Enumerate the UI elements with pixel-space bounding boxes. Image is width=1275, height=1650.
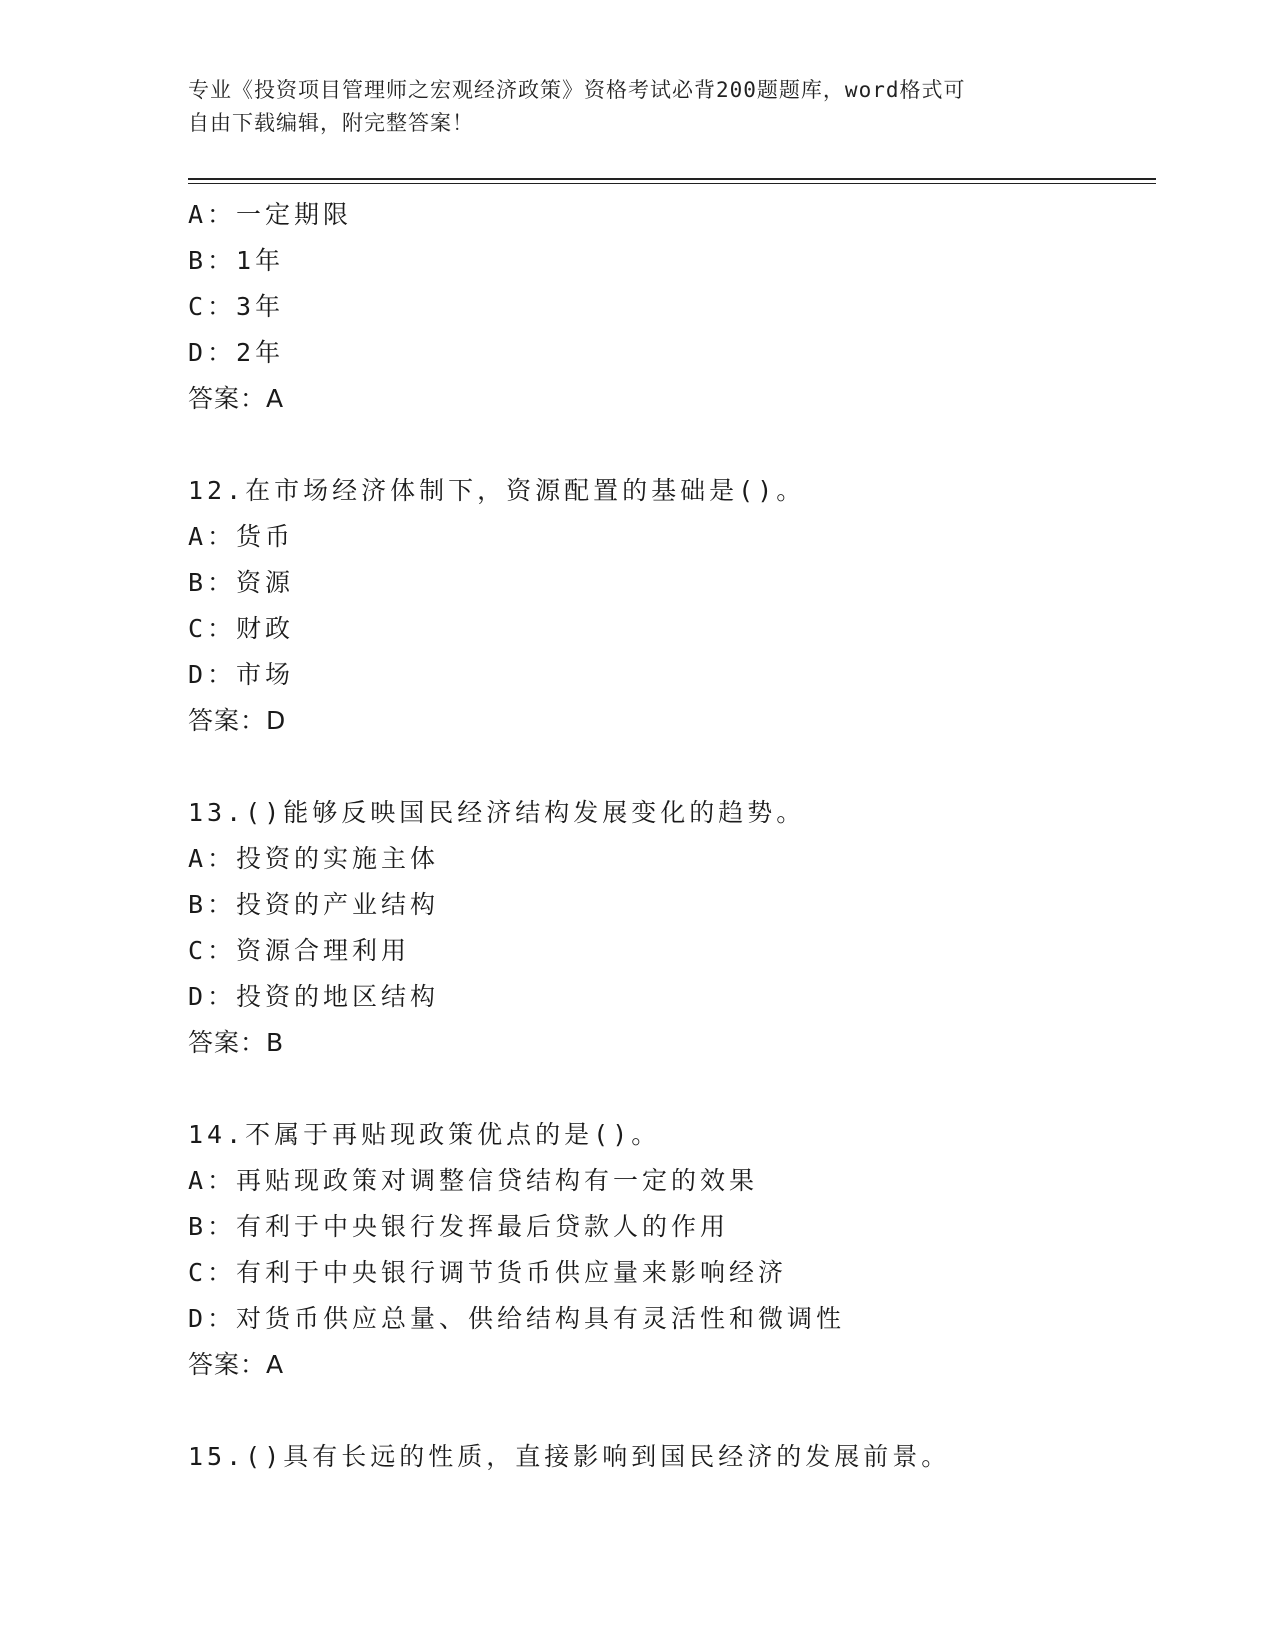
question-text: 15.()具有长远的性质，直接影响到国民经济的发展前景。 bbox=[188, 1442, 951, 1471]
question-text: 12.在市场经济体制下，资源配置的基础是()。 bbox=[188, 476, 806, 505]
option-b: B：投资的产业结构 bbox=[188, 890, 440, 919]
answer: 答案：A bbox=[188, 1350, 285, 1379]
option-a: A：投资的实施主体 bbox=[188, 844, 440, 873]
question-text: 13.()能够反映国民经济结构发展变化的趋势。 bbox=[188, 798, 806, 827]
answer: 答案：B bbox=[188, 1028, 285, 1057]
option-b: B：1年 bbox=[188, 246, 285, 275]
option-c: C：财政 bbox=[188, 614, 295, 643]
spacer bbox=[188, 422, 1148, 468]
option-d: D：市场 bbox=[188, 660, 295, 689]
option-a: A：货币 bbox=[188, 522, 295, 551]
option-a: A：再贴现政策对调整信贷结构有一定的效果 bbox=[188, 1166, 759, 1195]
option-b: B：有利于中央银行发挥最后贷款人的作用 bbox=[188, 1212, 730, 1241]
question-15 bbox=[188, 1434, 1148, 1480]
spacer bbox=[188, 1066, 1148, 1112]
header-divider-thin bbox=[188, 183, 1156, 184]
option-d: D：2年 bbox=[188, 338, 285, 367]
question-13 bbox=[188, 790, 1148, 1066]
document-header bbox=[188, 74, 1068, 140]
question-text: 14.不属于再贴现政策优点的是()。 bbox=[188, 1120, 661, 1149]
spacer bbox=[188, 744, 1148, 790]
option-d: D：对货币供应总量、供给结构具有灵活性和微调性 bbox=[188, 1304, 846, 1333]
question-14 bbox=[188, 1112, 1148, 1388]
question-12 bbox=[188, 468, 1148, 744]
option-c: C：有利于中央银行调节货币供应量来影响经济 bbox=[188, 1258, 788, 1287]
spacer bbox=[188, 1388, 1148, 1434]
question-11 bbox=[188, 192, 1148, 422]
answer: 答案：A bbox=[188, 384, 285, 413]
option-c: C：3年 bbox=[188, 292, 285, 321]
header-line-2: 自由下载编辑，附完整答案！ bbox=[188, 111, 474, 135]
header-divider-thick bbox=[188, 178, 1156, 180]
option-a: A：一定期限 bbox=[188, 200, 353, 229]
option-c: C：资源合理利用 bbox=[188, 936, 411, 965]
header-line-1: 专业《投资项目管理师之宏观经济政策》资格考试必背200题题库，word格式可 bbox=[188, 78, 966, 102]
option-b: B：资源 bbox=[188, 568, 295, 597]
option-d: D：投资的地区结构 bbox=[188, 982, 440, 1011]
answer: 答案：D bbox=[188, 706, 287, 735]
question-list bbox=[188, 192, 1148, 1480]
